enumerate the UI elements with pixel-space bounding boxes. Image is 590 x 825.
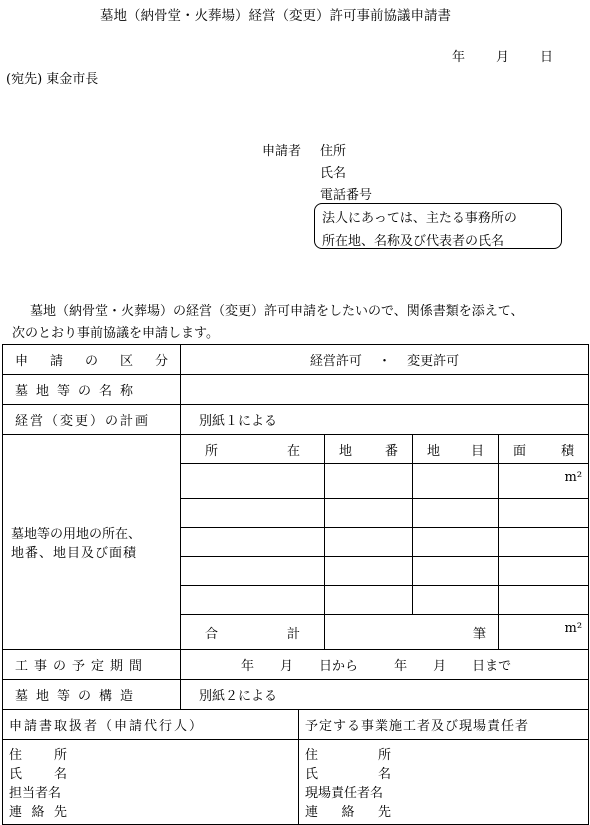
land-lot-cell[interactable]: [325, 586, 413, 615]
form-title: 墓地（納骨堂・火葬場）経営（変更）許可事前協議申請書: [100, 8, 451, 24]
intro-text-line2: 次のとおり事前協議を申請します。: [12, 326, 219, 341]
header-land-category: 地 目: [413, 435, 499, 464]
date-month: 月: [496, 50, 510, 65]
cemetery-name-label: 墓地等の名称: [3, 375, 181, 405]
corporate-note-line2: 所在地、名称及び代表者の氏名: [322, 234, 505, 249]
period-to: 年 月 日まで: [394, 659, 512, 674]
period-value[interactable]: [181, 650, 589, 680]
site-manager-label: 現場責任者名: [305, 786, 384, 801]
header-location: 所 在: [181, 435, 325, 464]
land-label: [3, 435, 181, 650]
plan-label: 経営（変更）の計画: [3, 405, 181, 435]
land-location-cell[interactable]: [181, 586, 325, 615]
land-location-cell[interactable]: [181, 528, 325, 557]
date-day: 日: [540, 50, 554, 65]
land-location-cell[interactable]: [181, 557, 325, 586]
intro-text-line1: 墓地（納骨堂・火葬場）の経営（変更）許可申請をしたいので、関係書類を添えて、: [30, 304, 524, 319]
land-location-cell[interactable]: [181, 464, 325, 499]
contractor-name-label: 氏 名: [305, 767, 391, 782]
category-value: [181, 345, 589, 375]
land-lot-cell[interactable]: [325, 528, 413, 557]
land-label-line2: 地番、地目及び面積: [11, 546, 138, 561]
header-area: 面 積: [499, 435, 589, 464]
area-unit: m²: [564, 621, 583, 636]
category-row: [3, 345, 589, 375]
contractor-header: 予定する事業施工者及び現場責任者: [299, 710, 589, 740]
land-category-cell[interactable]: [413, 528, 499, 557]
applicant-phone-label: 電話番号: [320, 188, 373, 203]
cemetery-name-field[interactable]: [181, 375, 589, 405]
land-header-row: [3, 435, 589, 464]
period-from: 年 月 日から: [241, 659, 359, 674]
land-label-line1: 墓地等の用地の所在、: [11, 527, 142, 542]
period-label: 工事の予定期間: [3, 650, 181, 680]
contractor-details[interactable]: [299, 740, 589, 825]
corporate-note-line1: 法人にあっては、主たる事務所の: [322, 211, 517, 226]
total-lot-count[interactable]: [325, 615, 499, 650]
plan-value: 別紙１による: [181, 405, 589, 435]
header-lot-number: 地 番: [325, 435, 413, 464]
addressee: (宛先) 東金市長: [6, 72, 99, 87]
agent-header-row: [3, 710, 589, 740]
agent-contact-label: 連 絡 先: [9, 805, 67, 820]
applicant-address-label: 住所: [320, 144, 347, 159]
lot-count-unit: 筆: [472, 626, 486, 642]
land-area-cell[interactable]: [499, 464, 589, 499]
structure-label: 墓地等の構造: [3, 680, 181, 710]
total-area-cell[interactable]: [499, 615, 589, 650]
land-lot-cell[interactable]: [325, 499, 413, 528]
plan-row: [3, 405, 589, 435]
applicant-label: 申請者: [262, 144, 302, 159]
structure-value: 別紙２による: [181, 680, 589, 710]
land-area-cell[interactable]: [499, 528, 589, 557]
category-option-business[interactable]: 経営許可: [309, 354, 362, 369]
land-category-cell[interactable]: [413, 499, 499, 528]
area-unit: m²: [564, 470, 583, 485]
application-form-table: [2, 344, 589, 825]
agent-details-row: [3, 740, 589, 825]
agent-address-label: 住 所: [9, 748, 67, 763]
cemetery-name-row: [3, 375, 589, 405]
land-area-cell[interactable]: [499, 499, 589, 528]
land-lot-cell[interactable]: [325, 464, 413, 499]
structure-row: [3, 680, 589, 710]
agent-contact-person-label: 担当者名: [9, 786, 62, 801]
applicant-name-label: 氏名: [320, 166, 347, 181]
contractor-contact-label: 連 絡 先: [305, 805, 391, 820]
land-area-cell[interactable]: [499, 586, 589, 615]
land-category-cell[interactable]: [413, 464, 499, 499]
land-lot-cell[interactable]: [325, 557, 413, 586]
land-category-cell[interactable]: [413, 557, 499, 586]
land-area-cell[interactable]: [499, 557, 589, 586]
period-row: [3, 650, 589, 680]
date-year: 年: [452, 50, 466, 65]
total-label: 合 計: [181, 615, 325, 650]
agent-header: 申請書取扱者（申請代行人）: [3, 710, 299, 740]
category-separator: ・: [378, 354, 392, 369]
land-category-cell[interactable]: [413, 586, 499, 615]
agent-details[interactable]: [3, 740, 299, 825]
category-label: 申 請 の 区 分: [3, 345, 181, 375]
land-location-cell[interactable]: [181, 499, 325, 528]
category-option-change[interactable]: 変更許可: [407, 354, 460, 369]
contractor-address-label: 住 所: [305, 748, 391, 763]
agent-name-label: 氏 名: [9, 767, 67, 782]
